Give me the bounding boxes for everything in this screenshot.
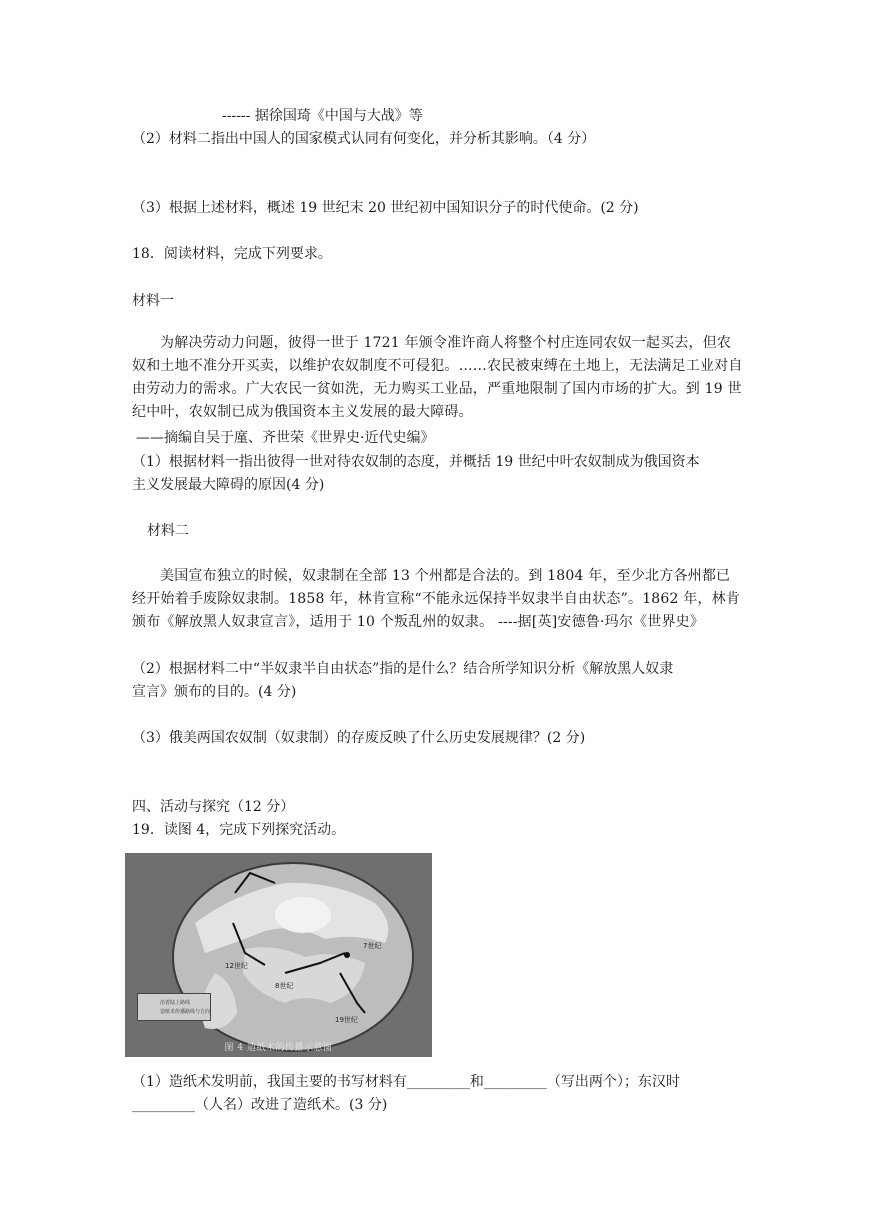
material-1-title: 材料一: [132, 293, 174, 309]
question-18-3: （3）俄美两国农奴制（奴隶制）的存废反映了什么历史发展规律？(2 分): [132, 730, 586, 746]
question-18-1-line2: 主义发展最大障碍的原因(4 分): [132, 477, 325, 493]
paper-spread-map-figure: [125, 853, 432, 1057]
question-18-heading: 18．阅读材料，完成下列要求。: [132, 246, 332, 262]
material-2-text: 美国宣布独立的时候，奴隶制在全部 13 个州都是合法的。到 1804 年，至少北方各州都已经开始着手废除奴隶制。1858 年，林肯宣称“不能永远保持半奴隶半自由状态”。1862 年，林肯颁布《解放黑人奴隶宣言》，适用于 10 个叛乱州的奴隶。 ----据[英]安德鲁·玛尔《世界史》: [132, 568, 741, 630]
material-2-title: 材料二: [147, 523, 189, 539]
globe-map-graphic: [125, 853, 432, 1057]
question-19-1-line1: （1）造纸术发明前，我国主要的书写材料有_________和_________（写出两个）；东汉时: [132, 1074, 680, 1090]
legend-item-2: 造纸术传播路线与方向: [160, 1009, 211, 1015]
map-label-12th-century: 12世纪: [225, 962, 248, 970]
question-18-2-line1: （2）根据材料二中“半奴隶半自由状态”指的是什么？结合所学知识分析《解放黑人奴隶: [132, 661, 674, 677]
question-17-3: （3）根据上述材料，概述 19 世纪末 20 世纪初中国知识分子的时代使命。(2 分): [132, 200, 639, 216]
question-18-1-line1: （1）根据材料一指出彼得一世对待农奴制的态度，并概括 19 世纪中叶农奴制成为俄国资本: [132, 454, 700, 470]
question-18-2-line2: 宣言》颁布的目的。(4 分): [132, 684, 297, 700]
section-4-heading: 四、活动与探究（12 分）: [132, 799, 295, 815]
map-label-7th-century: 7世纪: [363, 942, 382, 950]
question-19-1-line2: _________（人名）改进了造纸术。(3 分): [132, 1097, 388, 1113]
map-label-19th-century: 19世纪: [335, 1016, 358, 1024]
question-17-2: （2）材料二指出中国人的国家模式认同有何变化，并分析其影响。（4 分）: [132, 131, 596, 147]
material-1-source: ——摘编自吴于廑、齐世荣《世界史·近代史编》: [136, 430, 435, 446]
map-label-8th-century: 8世纪: [275, 982, 294, 990]
material-source-citation: ------ 据徐国琦《中国与大战》等: [222, 108, 423, 124]
question-19-heading: 19．读图 4，完成下列探究活动。: [132, 822, 346, 838]
map-legend: [137, 993, 211, 1021]
figure-caption: 图 4 造纸术的传播示意图: [224, 1043, 333, 1053]
material-1-text: 为解决劳动力问题，彼得一世于 1721 年颁令准许商人将整个村庄连同农奴一起买去，但农奴和土地不准分开买卖，以维护农奴制度不可侵犯。……农民被束缚在土地上，无法满足工业对自由劳动力的需求。广大农民一贫如洗，无力购买工业品，严重地限制了国内市场的扩大。到 19 世纪中叶，农奴制已成为俄国资本主义发展的最大障碍。: [132, 335, 743, 420]
legend-item-1: 沿着陆上路线: [160, 1000, 191, 1006]
